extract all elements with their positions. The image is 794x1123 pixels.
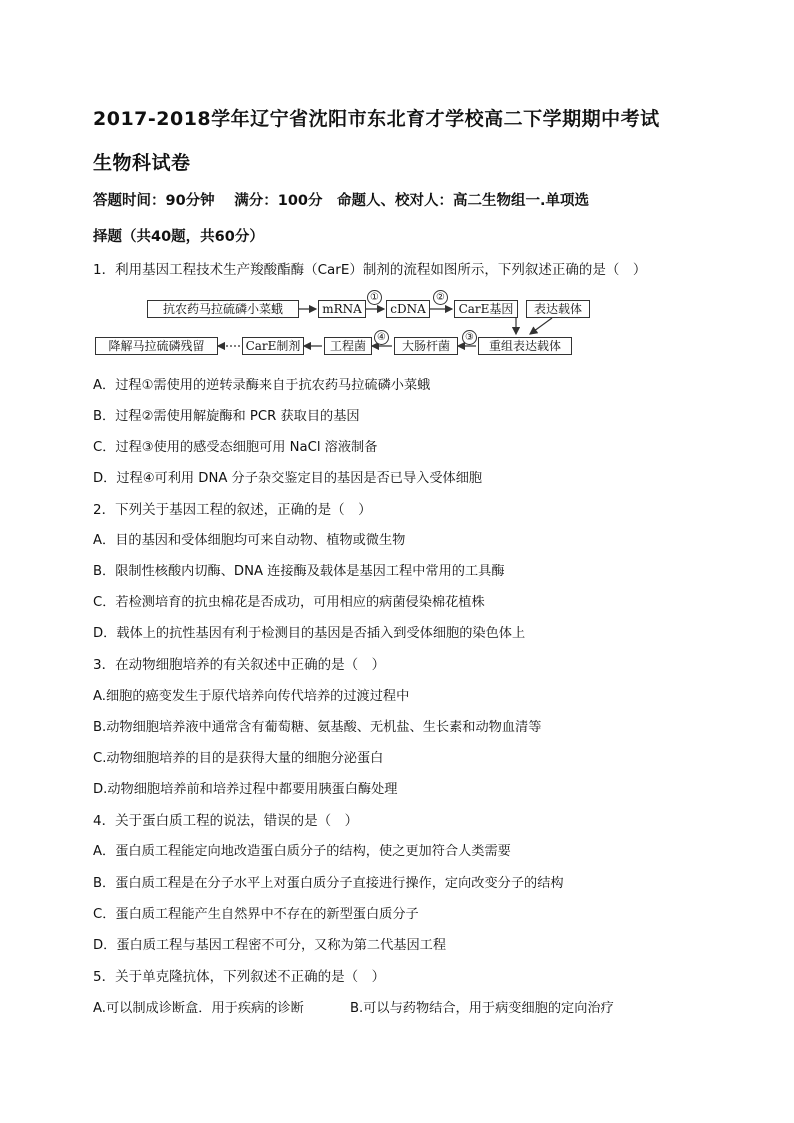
q5-stem: 5．关于单克隆抗体，下列叙述不正确的是（ ）: [93, 969, 386, 985]
q4-option-a: A．蛋白质工程能定向地改造蛋白质分子的结构，使之更加符合人类需要: [93, 844, 511, 859]
q2-stem: 2．下列关于基因工程的叙述，正确的是（ ）: [93, 502, 372, 518]
flow-node-care-gene: CarE基因: [454, 300, 518, 318]
step-4-marker: ④: [374, 330, 389, 345]
flow-node-ecoli: 大肠杆菌: [394, 337, 458, 355]
flow-node-cdna: cDNA: [386, 300, 430, 318]
exam-meta-line-2: 择题（共40题，共60分）: [93, 229, 264, 245]
q1-option-c: C．过程③使用的感受态细胞可用 NaCl 溶液制备: [93, 440, 378, 455]
exam-meta-line-1: 答题时间：90分钟 满分：100分 命题人、校对人：高二生物组一.单项选: [93, 193, 589, 209]
q3-stem: 3．在动物细胞培养的有关叙述中正确的是（ ）: [93, 657, 386, 673]
flow-node-expression-vector: 表达载体: [526, 300, 590, 318]
q1-option-b: B．过程②需使用解旋酶和 PCR 获取目的基因: [93, 409, 360, 424]
q3-option-c: C.动物细胞培养的目的是获得大量的细胞分泌蛋白: [93, 751, 384, 766]
q1-option-a: A．过程①需使用的逆转录酶来自于抗农药马拉硫磷小菜蛾: [93, 378, 431, 393]
flow-node-mrna: mRNA: [318, 300, 366, 318]
flow-node-care-preparation: CarE制剂: [242, 337, 304, 355]
q1-stem: 1．利用基因工程技术生产羧酸酯酶（CarE）制剂的流程如图所示，下列叙述正确的是（ ）: [93, 262, 647, 278]
q3-option-d: D.动物细胞培养前和培养过程中都要用胰蛋白酶处理: [93, 782, 398, 797]
title-line-2: 生物科试卷: [93, 152, 191, 174]
step-3-marker: ③: [462, 330, 477, 345]
q5-option-a: A.可以制成诊断盒．用于疾病的诊断: [93, 1001, 304, 1016]
flow-node-moth: 抗农药马拉硫磷小菜蛾: [147, 300, 299, 318]
q2-option-d: D．载体上的抗性基因有利于检测目的基因是否插入到受体细胞的染色体上: [93, 626, 526, 641]
title-line-1: 2017-2018学年辽宁省沈阳市东北育才学校高二下学期期中考试: [93, 108, 660, 130]
q3-option-a: A.细胞的癌变发生于原代培养向传代培养的过渡过程中: [93, 689, 410, 704]
flow-node-recombinant-vector: 重组表达载体: [478, 337, 572, 355]
q3-option-b: B.动物细胞培养液中通常含有葡萄糖、氨基酸、无机盐、生长素和动物血清等: [93, 720, 542, 735]
q4-option-b: B．蛋白质工程是在分子水平上对蛋白质分子直接进行操作，定向改变分子的结构: [93, 876, 564, 891]
step-1-marker: ①: [367, 290, 382, 305]
q2-option-c: C．若检测培育的抗虫棉花是否成功，可用相应的病菌侵染棉花植株: [93, 595, 485, 610]
q1-option-d: D．过程④可利用 DNA 分子杂交鉴定目的基因是否已导入受体细胞: [93, 471, 483, 486]
step-2-marker: ②: [433, 290, 448, 305]
q2-option-a: A．目的基因和受体细胞均可来自动物、植物或微生物: [93, 533, 406, 548]
q4-option-d: D．蛋白质工程与基因工程密不可分，又称为第二代基因工程: [93, 938, 447, 953]
q4-option-c: C．蛋白质工程能产生自然界中不存在的新型蛋白质分子: [93, 907, 419, 922]
q2-option-b: B．限制性核酸内切酶、DNA 连接酶及载体是基因工程中常用的工具酶: [93, 564, 505, 579]
q4-stem: 4．关于蛋白质工程的说法，错误的是（ ）: [93, 813, 359, 829]
flow-node-degrade-residue: 降解马拉硫磷残留: [95, 337, 218, 355]
q5-option-b: B.可以与药物结合，用于病变细胞的定向治疗: [350, 1001, 614, 1016]
flow-node-engineered-bacteria: 工程菌: [324, 337, 372, 355]
